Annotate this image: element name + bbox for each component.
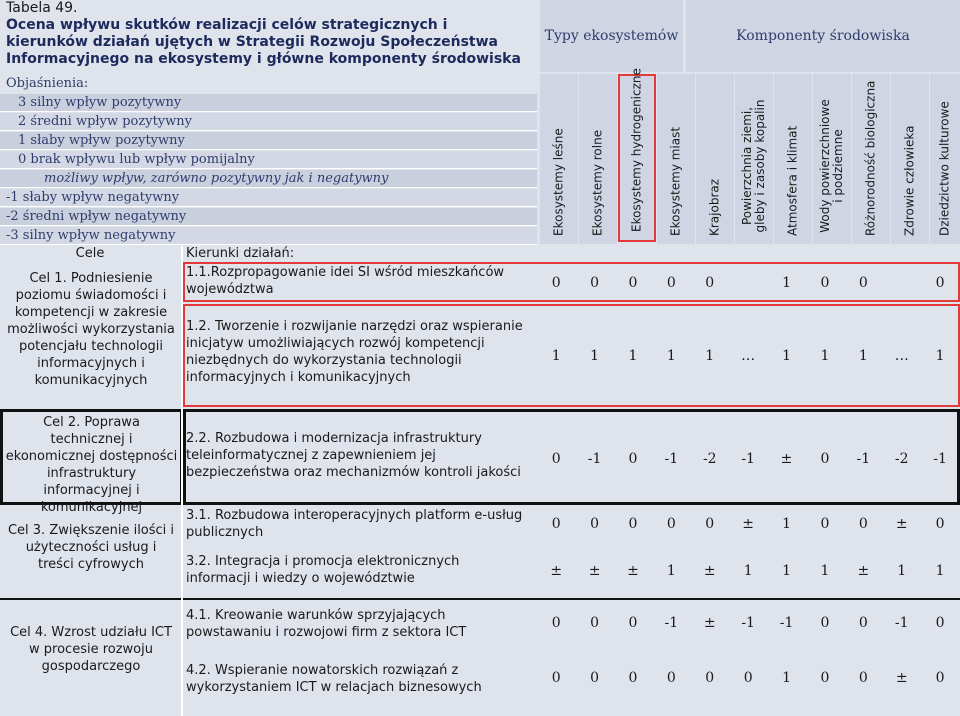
value-cell: ±	[895, 670, 908, 686]
column-header	[735, 74, 773, 244]
value-cell: -1	[933, 451, 947, 467]
value-cell: 1	[551, 348, 561, 364]
value-cell: 1	[897, 563, 907, 579]
value-cell	[883, 275, 921, 291]
goal-cell	[2, 270, 180, 406]
value-cell: 0	[590, 275, 600, 291]
legend-heading: Objaśnienia:	[0, 75, 537, 93]
table-title-cell	[0, 0, 537, 72]
directions-label: Kierunki działań:	[186, 246, 295, 261]
value-cell: 1	[666, 563, 676, 579]
column-header-label: Dziedzictwo kulturowe	[937, 101, 952, 236]
value-cell: 0	[858, 275, 868, 291]
value-cell: 0	[551, 451, 561, 467]
column-header-label: Krajobraz	[707, 178, 722, 236]
value-cell: 1	[935, 563, 945, 579]
column-header-label: Atmosfera i klimat	[785, 125, 800, 236]
legend-item: 2 średni wpływ pozytywny	[0, 113, 537, 131]
value-cell: ±	[703, 615, 716, 631]
value-cell: 1	[782, 563, 791, 579]
value-cell: 0	[628, 516, 638, 532]
row-values	[537, 563, 960, 579]
value-cell: 0	[628, 451, 638, 467]
value-cell: ±	[780, 451, 793, 467]
column-header-label: Różnorodność biologiczna	[863, 80, 878, 236]
value-cell: 0	[628, 615, 638, 631]
value-cell: 0	[858, 516, 868, 532]
row-values	[537, 516, 960, 532]
row-values	[537, 275, 960, 291]
legend-item: 1 słaby wpływ pozytywny	[0, 132, 537, 150]
value-cell: 0	[820, 275, 830, 291]
column-header-label: Ekosystemy miast	[668, 126, 683, 236]
goal-text: Cel 2. Poprawa technicznej i ekonomicznej dostępności infrastruktury informacyjnej i komunikacyjnej	[5, 415, 178, 515]
value-cell: ±	[703, 563, 716, 579]
legend-item: -2 średni wpływ negatywny	[0, 208, 537, 226]
column-header	[657, 74, 695, 244]
value-cell: ±	[742, 516, 755, 532]
direction-text: 3.1. Rozbudowa interoperacyjnych platform e-usług publicznych	[186, 508, 523, 540]
value-cell: ±	[627, 563, 639, 579]
value-cell: ±	[895, 516, 908, 532]
direction-text: 3.2. Integracja i promocja elektronicznych informacji i wiedzy o województwie	[186, 554, 460, 586]
column-header-label: Powierzchnia ziemi, gleby i zasoby kopalin	[740, 99, 767, 233]
column-header	[696, 74, 734, 244]
column-header	[540, 74, 578, 244]
value-cell: -1	[779, 615, 794, 631]
legend-item: możliwy wpływ, zarówno pozytywny jak i negatywny	[0, 170, 537, 188]
value-cell: 0	[590, 516, 600, 532]
column-header-label: Ekosystemy rolne	[590, 129, 605, 236]
value-cell: 1	[628, 348, 638, 364]
value-cell: -1	[664, 615, 679, 631]
value-cell: 0	[666, 670, 676, 686]
value-cell: 0	[743, 670, 753, 686]
value-cell: 0	[935, 615, 945, 631]
value-cell: 0	[705, 670, 715, 686]
column-header	[813, 74, 851, 244]
direction-text: 4.1. Kreowanie warunków sprzyjających powstawaniu i rozwojowi firm z sektora ICT	[186, 608, 467, 640]
value-cell: 0	[705, 275, 715, 291]
value-cell: -1	[741, 615, 755, 631]
value-cell: 0	[551, 516, 561, 532]
value-cell: 1	[820, 348, 830, 364]
value-cell: -1	[664, 451, 679, 467]
column-header	[618, 68, 656, 242]
row-divider	[0, 598, 960, 600]
column-header	[930, 74, 960, 244]
row-values	[537, 615, 960, 631]
value-cell: 1	[590, 348, 600, 364]
value-cell: …	[741, 348, 756, 364]
value-cell: ±	[550, 563, 563, 579]
value-cell: 0	[820, 670, 830, 686]
value-cell: 0	[666, 275, 676, 291]
header-ecosystems	[540, 0, 683, 72]
direction-text: 2.2. Rozbudowa i modernizacja infrastruktury teleinformatycznej z zapewnieniem jej bezpieczeństwa oraz mechanizmów kontroli jakości	[186, 431, 521, 480]
value-cell: 1	[782, 670, 791, 686]
value-cell: 1	[858, 348, 868, 364]
value-cell: 0	[935, 670, 945, 686]
goal-text: Cel 4. Wzrost udziału ICT w procesie rozwoju gospodarczego	[10, 625, 172, 674]
header-components	[686, 0, 960, 72]
value-cell: 1	[935, 348, 945, 364]
table-label: Tabela 49.	[6, 0, 78, 16]
legend-item: 0 brak wpływu lub wpływ pomijalny	[0, 151, 537, 169]
value-cell: 0	[820, 516, 830, 532]
value-cell: 0	[666, 516, 676, 532]
value-cell: 0	[935, 275, 945, 291]
value-cell: …	[894, 348, 909, 364]
value-cell: 1	[743, 563, 753, 579]
value-cell: 0	[628, 670, 638, 686]
value-cell: -1	[856, 451, 871, 467]
column-header-label: Zdrowie człowieka	[902, 125, 917, 236]
goal-text: Cel 3. Zwiększenie ilości i użyteczności usług i treści cyfrowych	[7, 523, 175, 572]
legend-item: -1 słaby wpływ negatywny	[0, 189, 537, 207]
value-cell: 1	[705, 348, 715, 364]
value-cell: -1	[894, 615, 909, 631]
column-header	[774, 74, 812, 244]
value-cell: -1	[587, 451, 602, 467]
direction-text: 1.2. Tworzenie i rozwijanie narzędzi oraz wspieranie inicjatyw umożliwiających rozwój kompetencji niezbędnych do wykorzystania technologii informacyjnych i komunikacyjnych	[186, 319, 523, 385]
goal-cell	[2, 624, 180, 684]
table-title: Ocena wpływu skutków realizacji celów strategicznych i kierunków działań ujętych w Strategii Rozwoju Społeczeństwa Informacyjnego na ekosystemy i główne komponenty środowiska	[6, 17, 521, 67]
column-header-label: Ekosystemy leśne	[551, 128, 566, 236]
value-cell: 0	[551, 615, 561, 631]
column-header-label: Ekosystemy hydrogeniczne	[629, 68, 644, 232]
value-cell: -2	[702, 451, 717, 467]
header-components-label: Komponenty środowiska	[736, 28, 910, 44]
value-cell: 0	[935, 516, 945, 532]
value-cell: 0	[858, 670, 868, 686]
header-ecosystems-label: Typy ekosystemów	[544, 28, 679, 44]
value-cell: 0	[705, 516, 715, 532]
value-cell: 0	[590, 615, 600, 631]
value-cell: 1	[782, 516, 791, 532]
goal-text: Cel 1. Podniesienie poziomu świadomości i kompetencji w zakresie możliwości wykorzystania potencjału technologii informacyjnych i komunikacyjnych	[7, 271, 175, 388]
value-cell	[729, 275, 767, 291]
direction-text: 1.1.Rozpropagowanie idei SI wśród mieszkańców województwa	[186, 265, 505, 297]
value-cell: 0	[551, 670, 561, 686]
goals-label: Cele	[75, 246, 105, 261]
column-header	[852, 74, 890, 244]
value-cell: 1	[666, 348, 676, 364]
value-cell: ±	[588, 563, 601, 579]
legend-item: 3 silny wpływ pozytywny	[0, 94, 537, 112]
value-cell: 0	[820, 615, 830, 631]
value-cell: -1	[741, 451, 755, 467]
row-values	[537, 451, 960, 467]
row-values	[537, 670, 960, 686]
value-cell: 0	[590, 670, 600, 686]
value-cell: 0	[858, 615, 868, 631]
value-cell: ±	[857, 563, 870, 579]
value-cell: 1	[782, 348, 791, 364]
goal-cell	[0, 409, 183, 515]
column-header	[891, 74, 929, 244]
goal-cell	[2, 522, 180, 582]
column-divider	[181, 246, 183, 716]
value-cell: 0	[551, 275, 561, 291]
value-cell: 1	[820, 563, 830, 579]
value-cell: 0	[628, 275, 638, 291]
value-cell: 0	[820, 451, 830, 467]
value-cell: 1	[782, 275, 791, 291]
legend-item: -3 silny wpływ negatywny	[0, 227, 537, 245]
value-cell: -2	[894, 451, 909, 467]
direction-text: 4.2. Wspieranie nowatorskich rozwiązań z wykorzystaniem ICT w relacjach biznesowych	[186, 663, 482, 695]
column-header	[579, 74, 617, 244]
row-values	[537, 348, 960, 364]
column-header-label: Wody powierzchniowe i podziemne	[818, 99, 845, 233]
